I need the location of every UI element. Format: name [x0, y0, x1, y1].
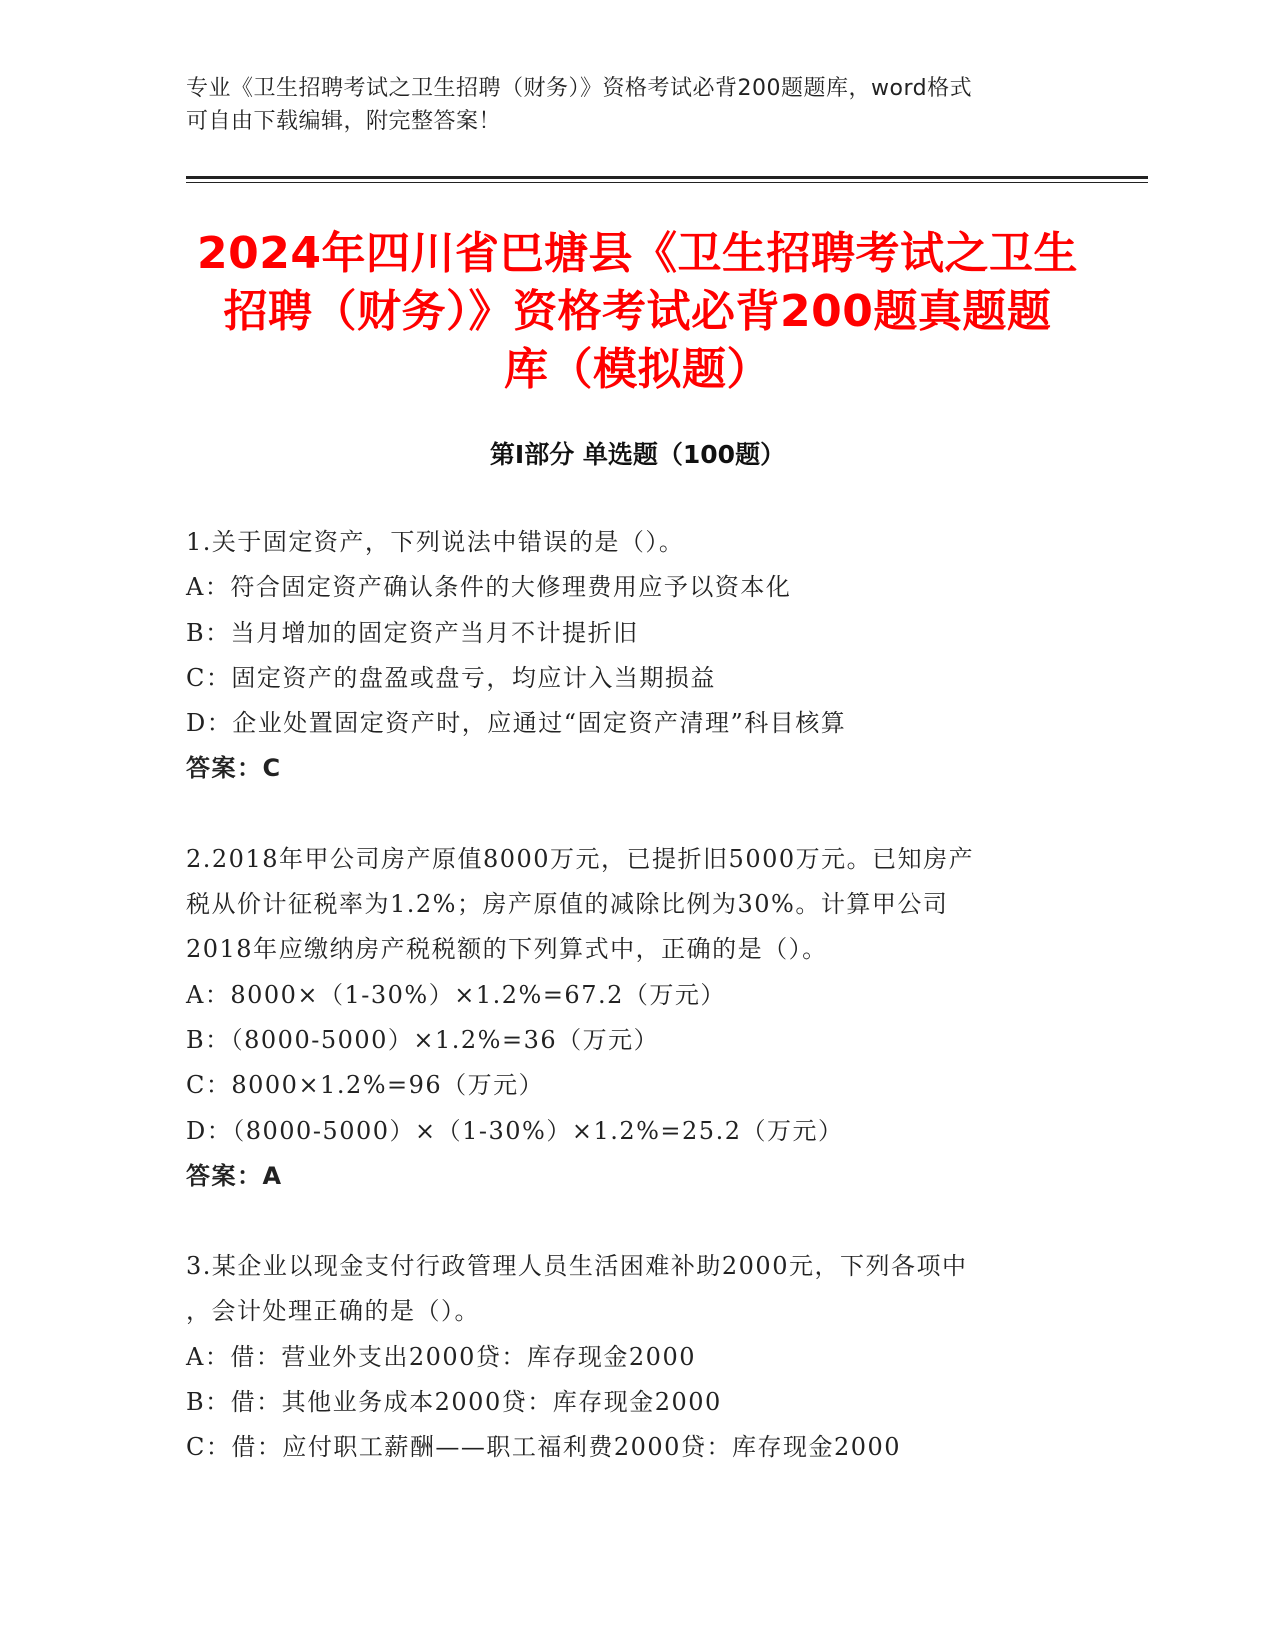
option-a: A：8000×（1-30%）×1.2%=67.2（万元） — [186, 980, 726, 1009]
header-note-line: 可自由下载编辑，附完整答案！ — [186, 109, 502, 134]
answer: 答案：C — [186, 754, 282, 783]
questions-list — [186, 520, 1076, 1516]
header-rule-thick — [186, 176, 1148, 179]
option-c: C：固定资产的盘盈或盘亏，均应计入当期损益 — [186, 663, 716, 692]
title-line: 2024年四川省巴塘县《卫生招聘考试之卫生 — [197, 228, 1078, 279]
question-stem: ，会计处理正确的是（）。 — [186, 1297, 480, 1326]
option-a: A：借：营业外支出2000贷：库存现金2000 — [186, 1342, 696, 1371]
document-title — [150, 225, 1125, 399]
option-c: C：8000×1.2%=96（万元） — [186, 1071, 545, 1100]
question-3 — [186, 1244, 1076, 1470]
question-2 — [186, 837, 1076, 1199]
title-line: 招聘（财务）》资格考试必背200题真题题 — [223, 286, 1052, 337]
option-b: B：当月增加的固定资产当月不计提折旧 — [186, 618, 639, 647]
question-stem: 3.某企业以现金支付行政管理人员生活困难补助2000元，下列各项中 — [186, 1252, 968, 1281]
option-d: D：（8000-5000）×（1-30%）×1.2%=25.2（万元） — [186, 1116, 844, 1145]
question-stem: 税从价计征税率为1.2%；房产原值的减除比例为30%。计算甲公司 — [186, 890, 949, 919]
question-1 — [186, 520, 1076, 792]
option-c: C：借：应付职工薪酬——职工福利费2000贷：库存现金2000 — [186, 1433, 902, 1462]
option-b: B：（8000-5000）×1.2%=36（万元） — [186, 1025, 660, 1054]
header-note — [186, 72, 1066, 138]
option-b: B：借：其他业务成本2000贷：库存现金2000 — [186, 1388, 722, 1417]
section-heading: 第Ⅰ部分 单选题（100题） — [489, 440, 786, 469]
question-stem: 2018年应缴纳房产税税额的下列算式中，正确的是（）。 — [186, 935, 828, 964]
header-rule-thin — [186, 182, 1148, 183]
option-d: D：企业处置固定资产时，应通过“固定资产清理”科目核算 — [186, 709, 847, 738]
option-a: A：符合固定资产确认条件的大修理费用应予以资本化 — [186, 573, 792, 602]
header-note-line: 专业《卫生招聘考试之卫生招聘（财务）》资格考试必背200题题库，word格式 — [186, 76, 973, 101]
question-stem: 1.关于固定资产，下列说法中错误的是（）。 — [186, 528, 685, 556]
question-stem: 2.2018年甲公司房产原值8000万元，已提折旧5000万元。已知房产 — [186, 844, 975, 873]
answer: 答案：A — [186, 1161, 283, 1190]
title-line: 库（模拟题） — [504, 344, 771, 395]
